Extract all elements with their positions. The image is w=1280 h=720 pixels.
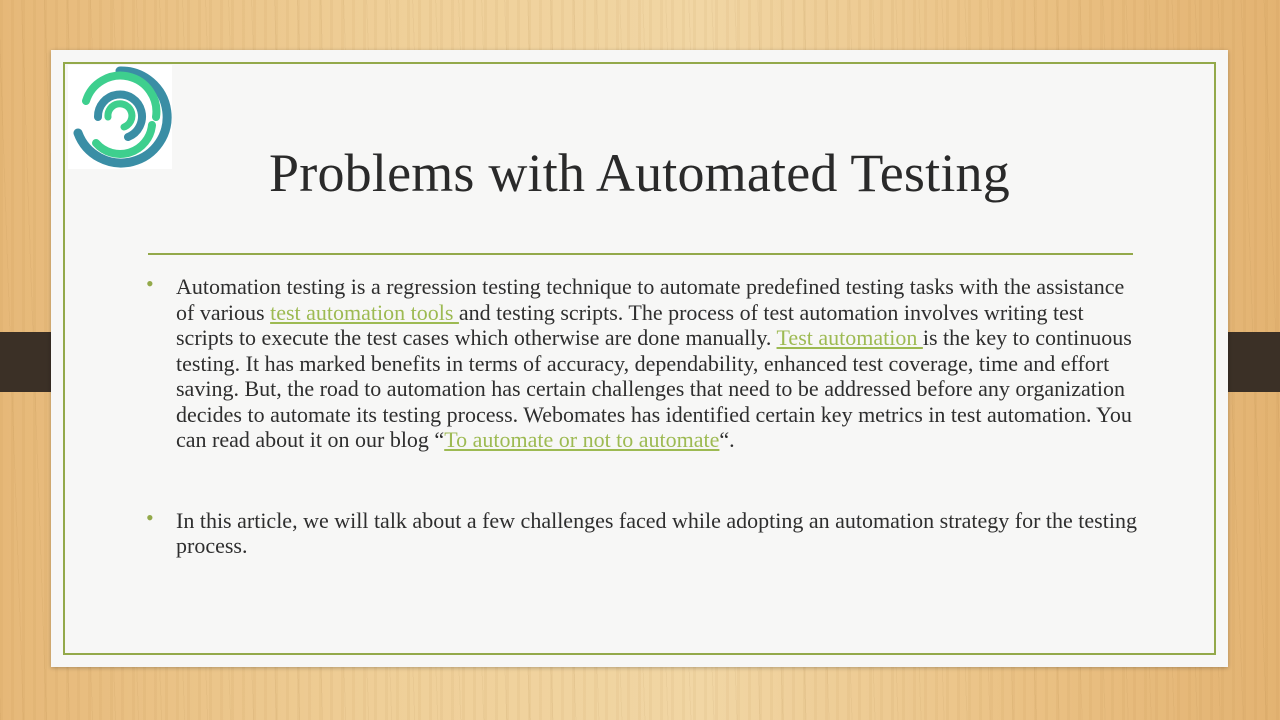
title-divider <box>148 253 1133 255</box>
slide-body <box>146 271 1146 559</box>
bullet-item <box>146 271 1146 453</box>
slide-title: Problems with Automated Testing <box>269 143 1010 203</box>
bullet-icon: • <box>146 504 154 530</box>
bullet-item <box>146 504 1146 559</box>
test-automation-link[interactable]: Test automation <box>776 325 923 350</box>
bullet-text: In this article, we will talk about a few challenges faced while adopting an automation strategy for the testing process. <box>176 507 1137 558</box>
bullet-text: Automation testing is a regression testing technique to automate predefined testing tasks with the assistance of various <box>176 274 1125 325</box>
bullet-text: and testing scripts. The process of test automation involves writing test scripts to execute the test cases which otherwise are done manually. <box>176 299 1084 350</box>
blog-article-link[interactable]: To automate or not to automate <box>444 427 720 452</box>
bullet-text: is the key to continuous testing. It has marked benefits in terms of accuracy, dependability, enhanced test coverage, time and effort saving. But, the road to automation has certain challenges that need to be addressed before any organization decides to automate its testing process. Webomates has identified certain key metrics in test automation. You can read about it on our blog “ <box>176 325 1132 452</box>
bullet-icon: • <box>146 271 154 296</box>
test-automation-tools-link[interactable]: test automation tools <box>270 299 459 325</box>
bullet-text: “. <box>719 427 735 452</box>
slide <box>51 50 1228 667</box>
